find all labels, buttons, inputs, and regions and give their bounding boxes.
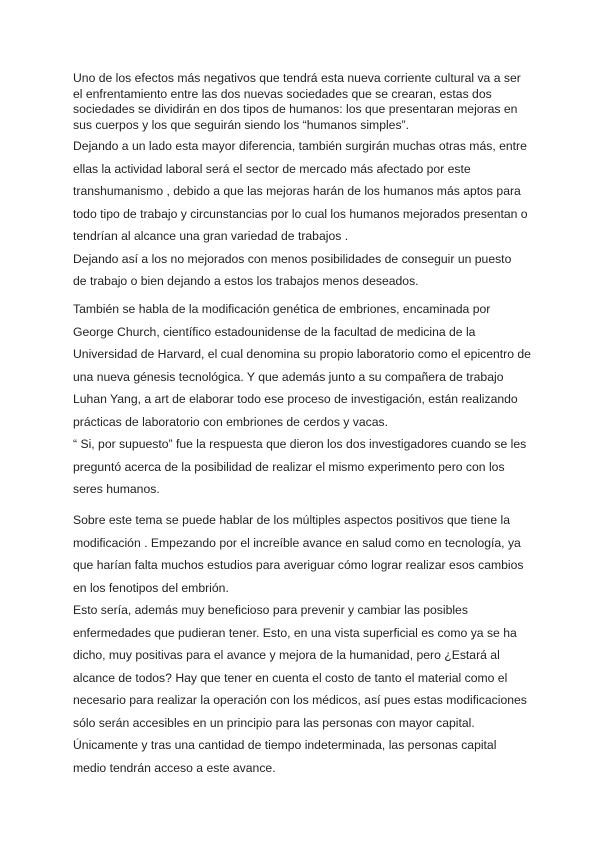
text-line: enfermedades que pudieran tener. Esto, en una vista superficial es como ya se ha — [73, 625, 517, 640]
text-line: que harían falta muchos estudios para averiguar cómo lograr realizar esos cambios — [73, 558, 524, 572]
text-line: una nueva génesis tecnológica. Y que además junto a su compañera de trabajo — [73, 369, 504, 384]
text-line: en los fenotipos del embrión. — [73, 580, 229, 595]
text-line: dicho, muy positivas para el avance y mejora de la humanidad, pero ¿Estará al — [73, 648, 500, 662]
text-line: medio tendrán acceso a este avance. — [73, 760, 276, 775]
text-line: preguntó acerca de la posibilidad de realizar el mismo experimento pero con los — [73, 459, 505, 474]
text-line: Dejando así a los no mejorados con menos posibilidades de conseguir un puesto — [73, 251, 512, 266]
text-line: alcance de todos? Hay que tener en cuenta el costo de tanto el material como el — [73, 670, 508, 685]
text-line: Dejando a un lado esta mayor diferencia, también surgirán muchas otras más, entre — [73, 139, 527, 153]
paragraph-transhumanism-societies — [73, 71, 543, 133]
paragraph-labor-impact — [73, 135, 543, 293]
text-line: sus cuerpos y los que seguirán siendo los “humanos simples”. — [73, 117, 410, 132]
text-line: Únicamente y tras una cantidad de tiempo indeterminada, las personas capital — [73, 738, 497, 752]
text-line: También se habla de la modificación genética de embriones, encaminada por — [73, 302, 491, 316]
text-line: sociedades se dividirán en dos tipos de humanos: los que presentaran mejoras en — [73, 102, 518, 116]
text-line: seres humanos. — [73, 482, 160, 496]
text-line: Universidad de Harvard, el cual denomina su propio laboratorio como el epicentro de — [73, 347, 531, 361]
text-line: Luhan Yang, a art de elaborar todo ese proceso de investigación, están realizando — [73, 392, 518, 406]
text-line: tendrían al alcance una gran variedad de trabajos . — [73, 229, 349, 243]
text-line: Esto sería, además muy beneficioso para prevenir y cambiar las posibles — [73, 603, 468, 617]
paragraph-embryo-modification — [73, 298, 543, 501]
text-line: prácticas de laboratorio con embriones de cerdos y vacas. — [73, 414, 389, 429]
text-line: Sobre este tema se puede hablar de los múltiples aspectos positivos que tiene la — [73, 513, 510, 527]
paragraph-positive-aspects — [73, 509, 543, 779]
text-line: “ Si, por supuesto” fue la respuesta que dieron los dos investigadores cuando se les — [73, 437, 527, 451]
text-line: George Church, científico estadounidense de la facultad de medicina de la — [73, 324, 476, 339]
text-line: de trabajo o bien dejando a estos los trabajos menos deseados. — [73, 274, 419, 288]
text-line: necesario para realizar la operación con los médicos, así pues estas modificaciones — [73, 693, 527, 707]
text-line: Uno de los efectos más negativos que tendrá esta nueva corriente cultural va a ser — [73, 71, 521, 85]
text-line: modificación . Empezando por el increíble avance en salud como en tecnología, ya — [73, 535, 521, 550]
text-line: transhumanismo , debido a que las mejoras harán de los humanos más aptos para — [73, 184, 521, 198]
text-line: sólo serán accesibles en un principio para las personas con mayor capital. — [73, 715, 475, 730]
text-line: el enfrentamiento entre las dos nuevas sociedades que se crearan, estas dos — [73, 86, 492, 101]
text-line: ellas la actividad laboral será el sector de mercado más afectado por este — [73, 161, 471, 176]
text-line: todo tipo de trabajo y circunstancias por lo cual los humanos mejorados presentan o — [73, 206, 528, 221]
